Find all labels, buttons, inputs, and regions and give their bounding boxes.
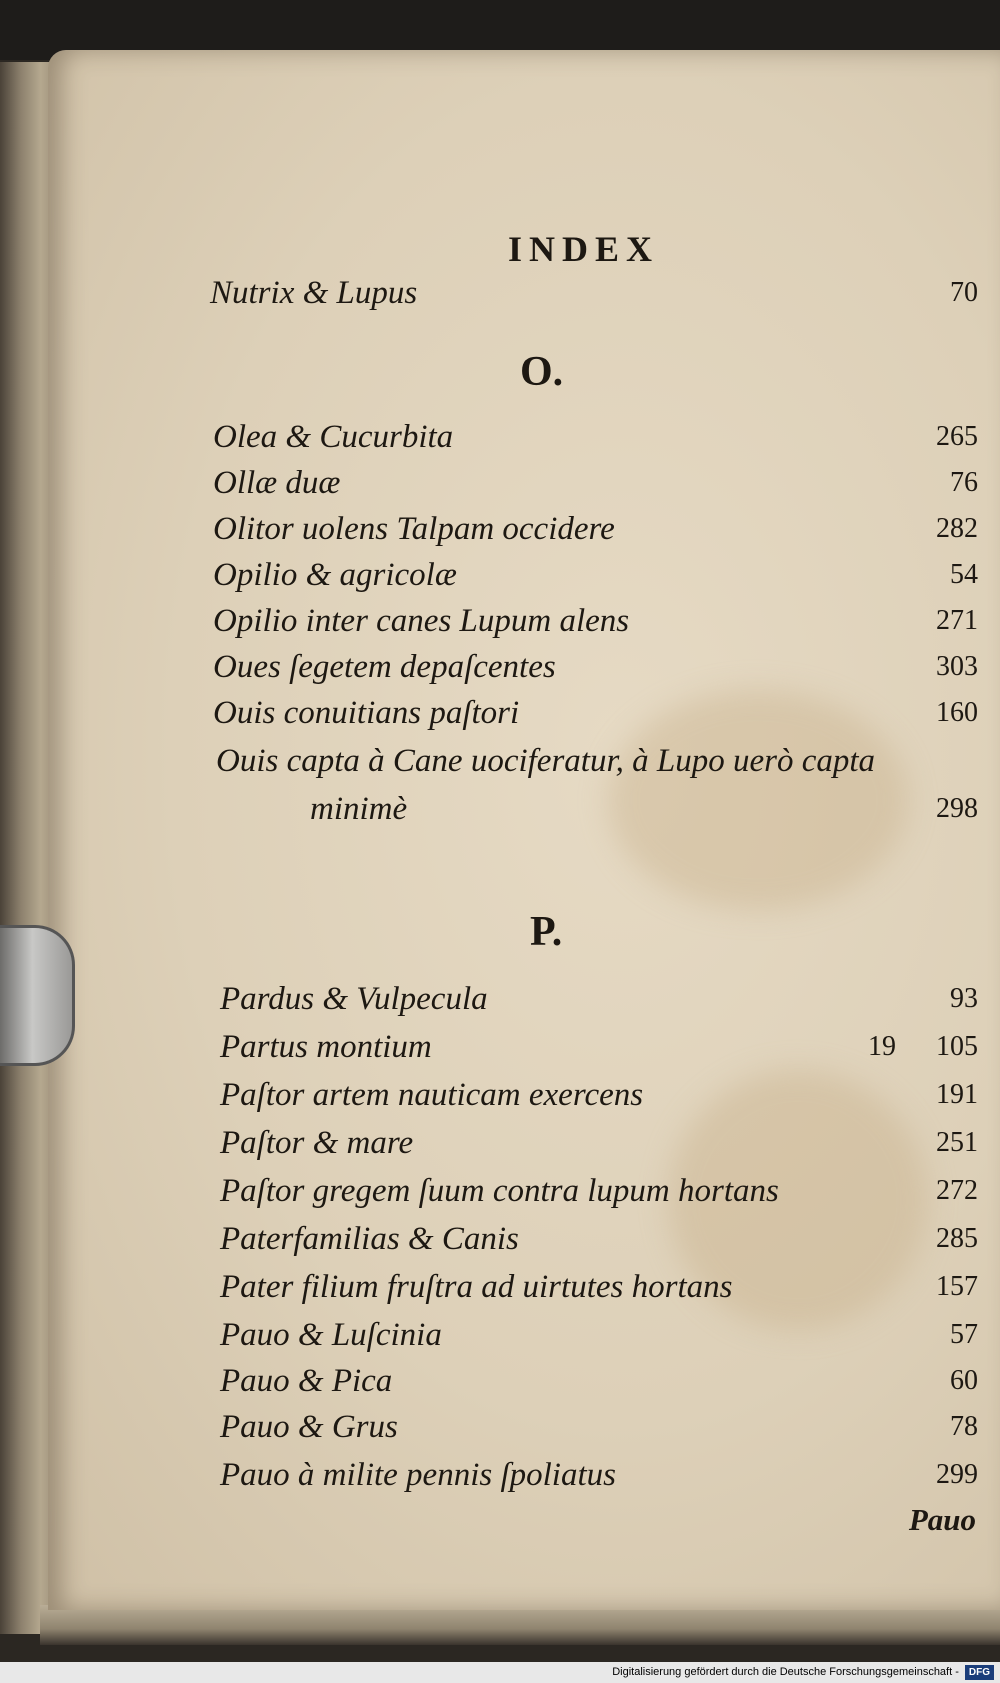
entry-title: Pauo & Grus	[220, 1409, 398, 1445]
entry-title: Partus montium	[220, 1029, 432, 1065]
entry-title: Oues ſegetem depaſcentes	[213, 649, 556, 685]
index-entry	[48, 1166, 1000, 1216]
catchword: Pauo	[908, 1502, 976, 1537]
dfg-logo-icon: DFG	[965, 1665, 994, 1680]
entry-title: Paſtor & mare	[220, 1125, 414, 1161]
entry-page: 160	[936, 697, 978, 728]
section-letter-o: O.	[520, 349, 564, 395]
running-head: INDEX	[508, 229, 660, 269]
entry-title: minimè	[310, 791, 408, 827]
entry-title: Paſtor artem nauticam exercens	[220, 1077, 644, 1113]
index-entry	[48, 1262, 1000, 1312]
entry-title: Pardus & Vulpecula	[220, 981, 488, 1017]
section-letter-p: P.	[530, 909, 563, 955]
entry-page: 265	[936, 421, 978, 452]
entry-title: Opilio & agricolæ	[213, 557, 457, 593]
entry-title: Ollæ duæ	[213, 465, 341, 501]
entry-extra-page: 19	[868, 1031, 896, 1062]
entry-page: 251	[936, 1127, 978, 1158]
entry-page: 303	[936, 651, 978, 682]
index-entry	[48, 1118, 1000, 1168]
book-bottom-edge	[40, 1605, 1000, 1645]
index-entry	[48, 458, 1000, 508]
entry-title: Olea & Cucurbita	[213, 419, 454, 455]
index-entry	[48, 736, 1000, 786]
entry-title: Ouis capta à Cane uociferatur, à Lupo uerò capta	[216, 743, 876, 779]
entry-page: 54	[950, 559, 978, 590]
index-entry	[48, 1022, 1000, 1072]
footer-text: Digitalisierung gefördert durch die Deutsche Forschungsgemeinschaft -	[612, 1666, 959, 1678]
book-clasp	[0, 925, 75, 1066]
entry-title: Paterfamilias & Canis	[220, 1221, 519, 1257]
index-entry	[48, 412, 1000, 462]
digitization-footer	[0, 1662, 1000, 1683]
entry-page: 60	[950, 1365, 978, 1396]
entry-page: 93	[950, 983, 978, 1014]
entry-title: Paſtor gregem ſuum contra lupum hortans	[220, 1173, 779, 1209]
entry-page: 57	[950, 1319, 978, 1350]
index-entry	[48, 1070, 1000, 1120]
entry-title: Pauo & Pica	[220, 1363, 393, 1399]
entry-page: 157	[936, 1271, 978, 1302]
entry-page: 191	[936, 1079, 978, 1110]
entry-page: 271	[936, 605, 978, 636]
entry-title: Ouis conuitians paſtori	[213, 695, 520, 731]
entry-title: Nutrix & Lupus	[210, 275, 418, 311]
entry-page: 105	[936, 1031, 978, 1062]
entry-page: 78	[950, 1411, 978, 1442]
index-content	[48, 50, 1000, 1610]
index-entry-continuation	[48, 784, 1000, 834]
index-entry	[48, 1450, 1000, 1500]
entry-page: 272	[936, 1175, 978, 1206]
index-entry	[48, 550, 1000, 600]
index-entry	[48, 504, 1000, 554]
entry-title: Pauo & Luſcinia	[220, 1317, 442, 1353]
entry-page: 282	[936, 513, 978, 544]
entry-title: Pauo à milite pennis ſpoliatus	[220, 1457, 616, 1493]
index-entry	[48, 642, 1000, 692]
index-entry	[48, 268, 1000, 318]
entry-page: 76	[950, 467, 978, 498]
entry-page: 299	[936, 1459, 978, 1490]
entry-page: 70	[950, 277, 978, 308]
entry-title: Olitor uolens Talpam occidere	[213, 511, 615, 547]
index-entry	[48, 1214, 1000, 1264]
entry-title: Opilio inter canes Lupum alens	[213, 603, 630, 639]
entry-page: 285	[936, 1223, 978, 1254]
index-entry	[48, 974, 1000, 1024]
index-entry	[48, 596, 1000, 646]
entry-page: 298	[936, 793, 978, 824]
index-entry	[48, 1402, 1000, 1452]
index-entry	[48, 1356, 1000, 1406]
entry-title: Pater filium fruſtra ad uirtutes hortans	[220, 1269, 733, 1305]
book-page	[48, 50, 1000, 1610]
index-entry	[48, 688, 1000, 738]
index-entry	[48, 1310, 1000, 1360]
